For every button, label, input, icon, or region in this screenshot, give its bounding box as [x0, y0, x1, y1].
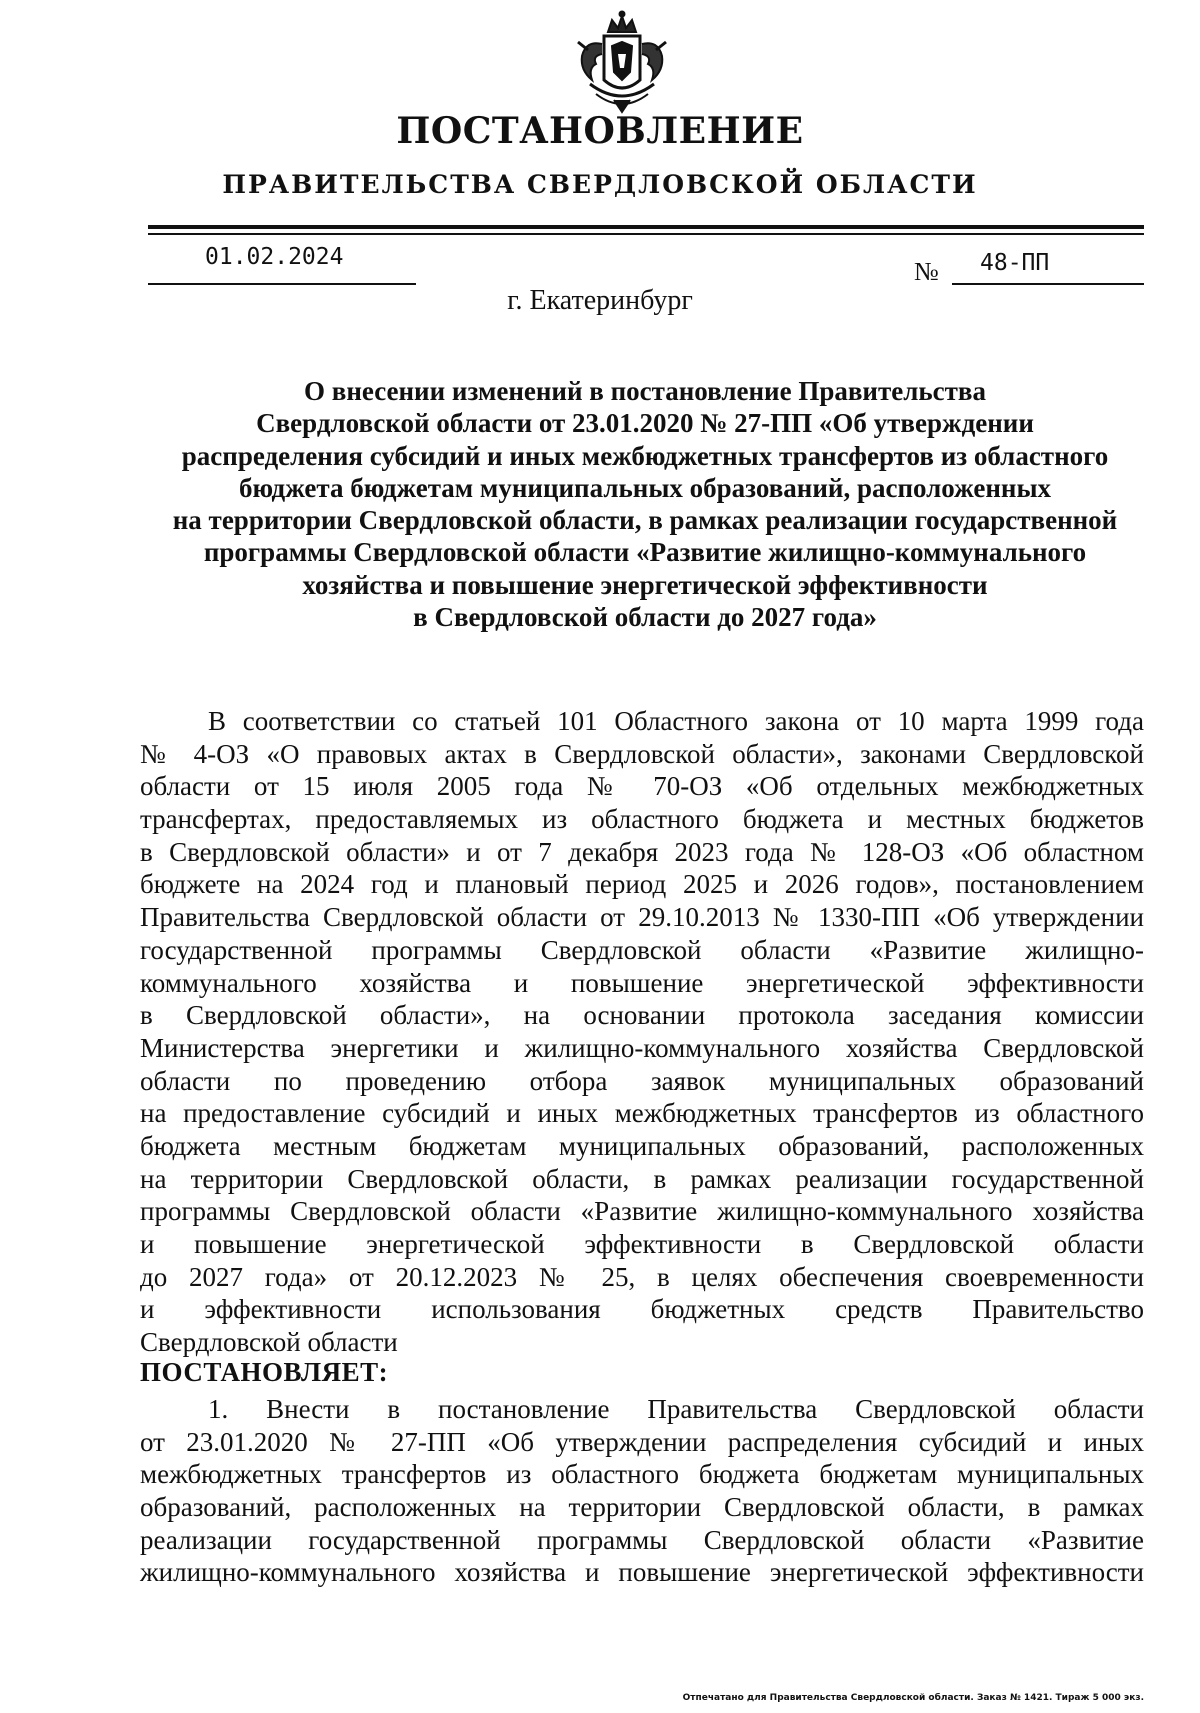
- preamble-line: области по проведению отбора заявок муниципальных образований: [140, 1065, 1144, 1096]
- decree-heading: ПОСТАНОВЛЯЕТ:: [140, 1357, 389, 1387]
- preamble-line: В соответствии со статьей 101 Областного закона от 10 марта 1999 года: [208, 706, 1144, 736]
- preamble-line: № 4-ОЗ «О правовых актах в Свердловской области», законами Свердловской: [140, 738, 1144, 769]
- preamble-line: на территории Свердловской области, в рамках реализации государственной: [140, 1163, 1144, 1194]
- preamble-line: и эффективности использования бюджетных средств Правительство: [140, 1294, 1144, 1325]
- preamble-line: государственной программы Свердловской области «Развитие жилищно-: [140, 934, 1144, 965]
- subject-line: хозяйства и повышение энергетической эффективности: [302, 569, 988, 600]
- subject-line: О внесении изменений в постановление Правительства: [304, 376, 986, 406]
- document-type-title: ПОСТАНОВЛЕНИЕ: [396, 110, 804, 152]
- item-line: образований, расположенных на территории Свердловской области, в рамках: [140, 1492, 1144, 1523]
- preamble-paragraph: [140, 705, 1144, 1359]
- subject-line: бюджета бюджетам муниципальных образований, расположенных: [238, 472, 1052, 503]
- document-subject-title: [140, 375, 1150, 633]
- document-date: 01.02.2024: [205, 244, 344, 270]
- document-number: 48-ПП: [980, 250, 1050, 276]
- preamble-line: области от 15 июля 2005 года № 70-ОЗ «Об отдельных межбюджетных: [140, 771, 1144, 802]
- header-rule-thin: [148, 233, 1144, 235]
- subject-line: в Свердловской области до 2027 года»: [413, 602, 877, 633]
- print-note: Отпечатано для Правительства Свердловской области. Заказ № 1421. Тираж 5 000 экз.: [682, 1693, 1144, 1703]
- preamble-line: и повышение энергетической эффективности в Свердловской области: [140, 1229, 1144, 1259]
- subject-line: распределения субсидий и иных межбюджетных трансфертов из областного: [181, 440, 1109, 471]
- subject-line: на территории Свердловской области, в рамках реализации государственной: [172, 505, 1118, 536]
- preamble-line: трансфертах, предоставляемых из областного бюджета и местных бюджетов: [140, 804, 1144, 835]
- city-label: г. Екатеринбург: [507, 285, 693, 316]
- number-sign: №: [914, 257, 939, 286]
- preamble-line: бюджете на 2024 год и плановый период 2025 и 2026 годов», постановлением: [140, 869, 1144, 900]
- item-line: 1. Внести в постановление Правительства Свердловской области: [208, 1394, 1144, 1424]
- preamble-line: бюджета местным бюджетам муниципальных образований, расположенных: [140, 1130, 1144, 1161]
- preamble-line: коммунального хозяйства и повышение энергетической эффективности: [140, 967, 1144, 998]
- header-rule-thick: [148, 225, 1144, 229]
- item-line: реализации государственной программы Свердловской области «Развитие: [140, 1524, 1144, 1555]
- item-1-paragraph: [140, 1393, 1144, 1589]
- preamble-line: в Свердловской области», на основании протокола заседания комиссии: [140, 1000, 1144, 1031]
- preamble-line: в Свердловской области» и от 7 декабря 2023 года № 128-ОЗ «Об областном: [140, 836, 1144, 867]
- subject-line: программы Свердловской области «Развитие жилищно-коммунального: [203, 537, 1087, 568]
- item-line: от 23.01.2020 № 27-ПП «Об утверждении распределения субсидий и иных: [140, 1426, 1144, 1457]
- coat-of-arms-icon: [574, 10, 670, 118]
- subject-line: Свердловской области от 23.01.2020 № 27-ПП «Об утверждении: [256, 408, 1034, 439]
- item-line: межбюджетных трансфертов из областного бюджета бюджетам муниципальных: [140, 1459, 1144, 1490]
- issuing-authority-title: ПРАВИТЕЛЬСТВА СВЕРДЛОВСКОЙ ОБЛАСТИ: [222, 170, 978, 199]
- preamble-line: Свердловской области: [140, 1327, 398, 1358]
- preamble-line: программы Свердловской области «Развитие жилищно-коммунального хозяйства: [140, 1196, 1144, 1227]
- preamble-line: Министерства энергетики и жилищно-коммунального хозяйства Свердловской: [140, 1032, 1144, 1063]
- preamble-line: до 2027 года» от 20.12.2023 № 25, в целях обеспечения своевременности: [140, 1261, 1144, 1292]
- item-line: жилищно-коммунального хозяйства и повышение энергетической эффективности: [140, 1557, 1144, 1588]
- preamble-line: на предоставление субсидий и иных межбюджетных трансфертов из областного: [140, 1098, 1144, 1129]
- preamble-line: Правительства Свердловской области от 29.10.2013 № 1330-ПП «Об утверждении: [140, 902, 1144, 933]
